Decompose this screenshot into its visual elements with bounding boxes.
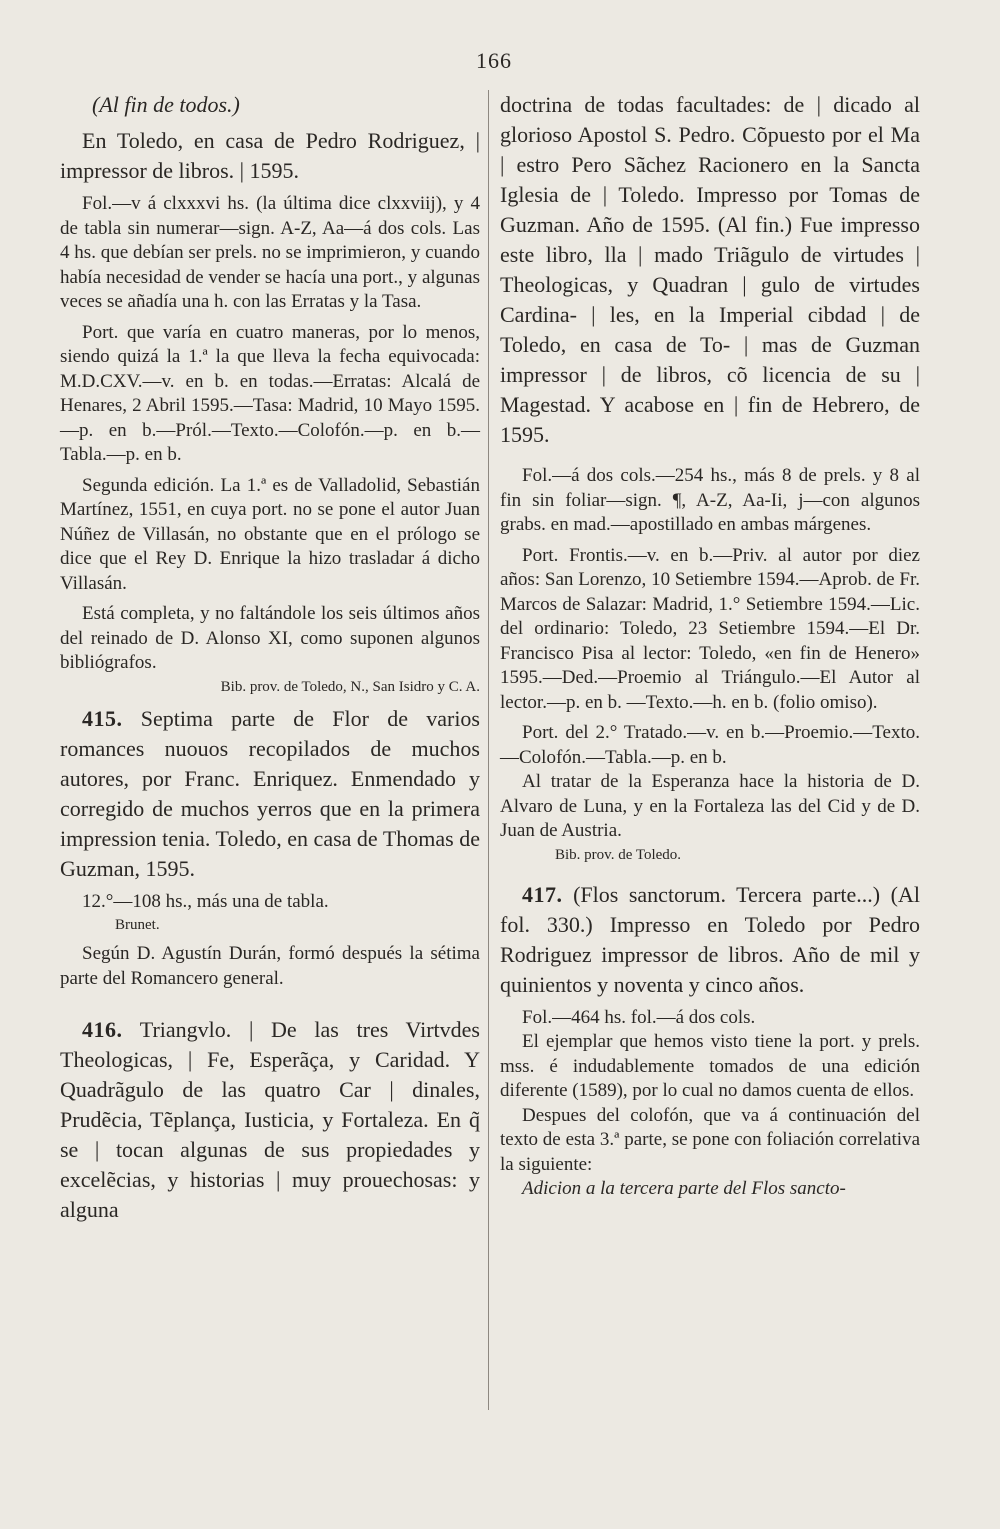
port-description: Port. que varía en cuatro maneras, por lo menos, siendo quizá la 1.ª la que lleva la fecha equivocada: M.D.CXV.—v. en b. en todas.—Erratas: Alcalá de Henares, 2 Abril 1595.—Tasa: Madrid, 10 Mayo 1595. —p. en b.—Pról.—Texto.—Colofón.—p. en b.—Tabla.—p. en b. [60,321,480,465]
entry-note: Según D. Agustín Durán, formó después la sétima parte del Romancero general. [60,943,480,989]
entry-417 [500,880,920,1000]
library-source: Brunet. [115,917,160,933]
entry-416-continued: doctrina de todas facultades: de | dicado al glorioso Apostol S. Pedro. Cõpuesto por el Ma | estro Pero Sãchez Racionero en la Sancta Iglesia de | Toledo. Impresso por Tomas de Guzman. Año de 1595. (Al fin.) Fue impresso este libro, lla | mado Triãgulo de virtudes | Theologicas, y Quadran | gulo de virtudes Cardina- | les, en la Imperial cibdad | de Toledo, en casa de To- | mas de Guzman impressor | de libros, cõ licencia de su | Magestad. Y acabose en | fin de Hebrero, de 1595. [500,92,920,447]
copy-note: El ejemplar que hemos visto tiene la port. y prels. mss. é indudablemente tomados de una edición diferente (1589), por lo cual no damos cuenta de ellos. [500,1031,920,1101]
entry-number: 417. [522,881,563,907]
column-divider [488,90,489,1410]
entry-number: 416. [82,1017,123,1042]
entry-415 [60,704,480,884]
entry-title: Septima parte de Flor de varios romances nuouos recopilados de muchos autores, por Franc. Enriquez. Enmendado y corregido de muchos yerros que en la primera impression tenia. Toledo, en casa de Thomas de Guzman, 1595. [60,705,480,881]
entry-416 [60,1015,480,1225]
history-note: Al tratar de la Esperanza hace la historia de D. Alvaro de Luna, y en la Fortaleza las del Cid y de D. Juan de Austria. [500,771,920,841]
colophon-note: (Al fin de todos.) [92,92,240,117]
page-number: 166 [476,48,512,73]
library-source: Bib. prov. de Toledo. [555,846,682,863]
entry-format: 12.°—108 hs., más una de tabla. [82,890,329,912]
left-column [60,90,480,1225]
library-source: Bib. prov. de Toledo, N., San Isidro y C. A. [220,678,480,695]
second-treatise-port: Port. del 2.° Tratado.—v. en b.—Proemio.—Texto.—Colofón.—Tabla.—p. en b. [500,722,920,768]
second-edition-note: Segunda edición. La 1.ª es de Valladolid, Sebastián Martínez, 1551, en cuya port. no se pone el autor Juan Núñez de Villasán, no obstante que en el prólogo se dice que el Rey D. Enrique la hizo trasladar á dicho Villasán. [60,474,480,594]
addition-heading: Adicion a la tercera parte del Flos sancto- [522,1178,846,1199]
colophon-note: Despues del colofón, que va á continuación del texto de esta 3.ª parte, se pone con foliación correlativa la siguiente: [500,1104,920,1175]
entry-format: Fol.—464 hs. fol.—á dos cols. [522,1006,756,1028]
entry-title: (Flos sanctorum. Tercera parte...) (Al fol. 330.) Impresso en Toledo por Pedro Rodriguez impressor de libros. Año de mil y quinientos y noventa y cinco años. [500,881,921,997]
right-column [500,90,920,1202]
imprint-line: En Toledo, en casa de Pedro Rodriguez, | impressor de libros. | 1595. [60,128,480,183]
folio-description: Fol.—v á clxxxvi hs. (la última dice clxxviij), y 4 de tabla sin numerar—sign. A-Z, Aa—á dos cols. Las 4 hs. que debían ser prels. no se imprimieron, y cuando había necesidad de vender se hacía una port., y algunas veces se añadía una h. con las Erratas y la Tasa. [60,193,480,312]
entry-number: 415. [82,705,123,731]
entry-title: Triangvlo. | De las tres Virtvdes Theologicas, | Fe, Esperãça, y Caridad. Y Quadrãgulo de las quatro Car | dinales, Prudẽcia, Tẽplança, Iusticia, y Fortaleza. En q̃ se | tocan algunas de sus propiedades y excelẽcias, y historias | muy prouechosas: y alguna [60,1017,480,1222]
port-description: Port. Frontis.—v. en b.—Priv. al autor por diez años: San Lorenzo, 10 Setiembre 1594.—Aprob. de Fr. Marcos de Salazar: Madrid, 1.° Setiembre 1594.—Lic. del ordinario: Toledo, 23 Setiembre 1594.—El Dr. Francisco Pisa al lector: Toledo, «en fin de Henero» 1595.—Ded.—Proemio al Triángulo.—El Autor al lector.—p. en b. —Texto.—h. en b. (folio omiso). [500,544,920,713]
completeness-note: Está completa, y no faltándole los seis últimos años del reinado de D. Alonso XI, como suponen algunos bibliógrafos. [60,603,480,673]
folio-description: Fol.—á dos cols.—254 hs., más 8 de prels. y 8 al fin sin foliar—sign. ¶, A-Z, Aa-Ii, j—con algunos grabs. en mad.—apostillado en ambas márgenes. [500,465,920,535]
